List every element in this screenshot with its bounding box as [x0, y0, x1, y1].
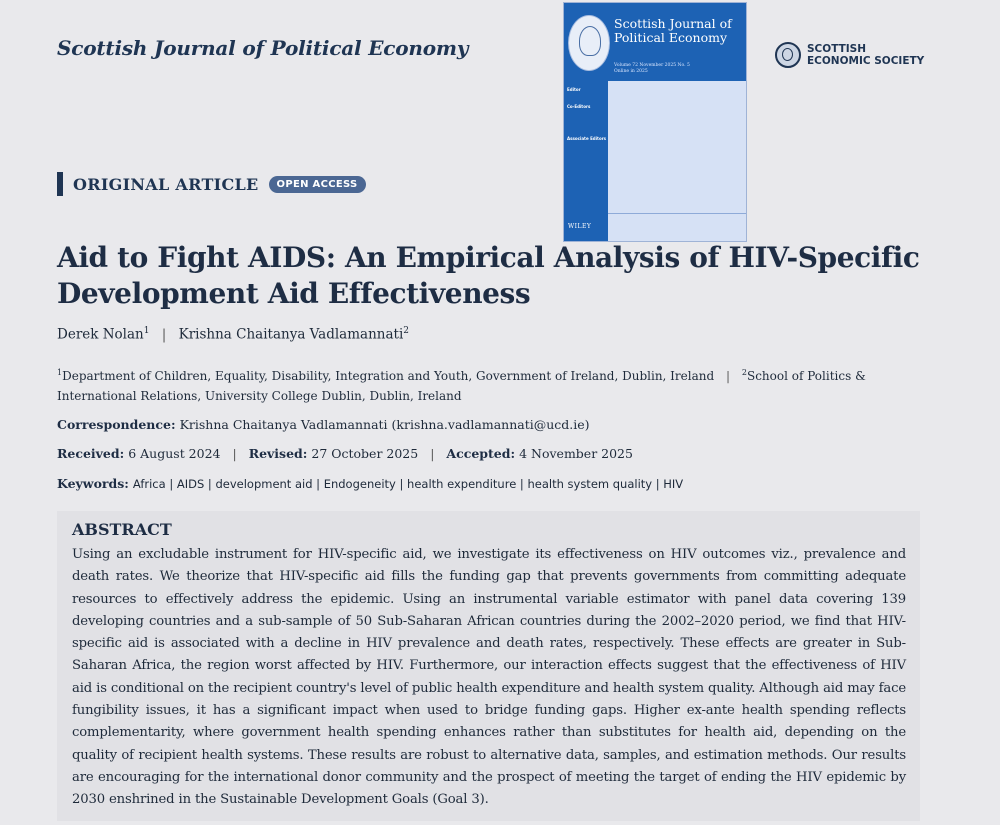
publisher-logo: WILEY — [568, 223, 592, 230]
cover-title: Scottish Journal of Political Economy — [614, 16, 732, 45]
received-date: 6 August 2024 — [128, 446, 221, 461]
article-title: Aid to Fight AIDS: An Empirical Analysis of HIV-Specific Development Aid Effectiveness — [57, 241, 920, 310]
dates: Received: 6 August 2024 | Revised: 27 October 2025 | Accepted: 4 November 2025 — [57, 446, 633, 461]
keywords: Keywords: Africa | AIDS | development aid | Endogeneity | health expenditure | health system quality | HIV — [57, 476, 684, 491]
cover-editors: Editor Co-Editors Associate Editors — [567, 87, 607, 141]
society-name: SCOTTISH ECONOMIC SOCIETY — [807, 43, 925, 67]
journal-cover — [563, 2, 747, 242]
article-type-label: ORIGINAL ARTICLE — [73, 174, 259, 194]
open-access-badge: OPEN ACCESS — [269, 176, 366, 193]
society-emblem-icon — [775, 42, 801, 68]
correspondence-value[interactable]: Krishna Chaitanya Vadlamannati (krishna.vadlamannati@ucd.ie) — [179, 417, 590, 432]
cover-divider — [608, 213, 746, 214]
cover-volume: Volume 72 November 2025 No. 5 Online in 2025 — [614, 63, 690, 74]
affiliation: Department of Children, Equality, Disability, Integration and Youth, Government of Ireland, Dublin, Ireland — [62, 369, 715, 383]
author-list: Derek Nolan$^1$ | Krishna Chaitanya Vadlamannati$^2$ — [57, 326, 409, 343]
portrait-icon — [568, 15, 610, 71]
author-name[interactable]: Krishna Chaitanya Vadlamannati — [178, 326, 404, 343]
affiliation: School of Politics & International Relations, University College Dublin, Dublin, Ireland — [57, 369, 866, 403]
article-type — [57, 172, 366, 196]
author-name[interactable]: Derek Nolan — [57, 326, 144, 343]
accent-bar — [57, 172, 63, 196]
keywords-value: Africa | AIDS | development aid | Endogeneity | health expenditure | health system quality | HIV — [132, 477, 684, 491]
accepted-date: 4 November 2025 — [519, 446, 633, 461]
journal-name: Scottish Journal of Political Economy — [57, 36, 469, 60]
affiliations: $^1$Department of Children, Equality, Disability, Integration and Youth, Government of Ireland, Dublin, Ireland | $^2$School of Politics & International Relations, University College Dublin, Dublin, Ireland — [57, 368, 866, 403]
revised-date: 27 October 2025 — [311, 446, 419, 461]
abstract-text: Using an excludable instrument for HIV-specific aid, we investigate its effectiveness on HIV outcomes viz., prevalence and death rates. We theorize that HIV-specific aid fills the funding gap that prevents governments from committing adequate resources to effectively address the epidemic. Using an instrumental variable estimator with panel data covering 139 developing countries and a sub-sample of 50 Sub-Saharan African countries during the 2002–2020 period, we find that HIV-specific aid is associated with a decline in HIV prevalence and death rates, respectively. These effects are greater in Sub-Saharan Africa, the region worst affected by HIV. Furthermore, our interaction effects suggest that the effectiveness of HIV aid is conditional on the recipient country's level of public health expenditure and health system quality. Although aid may face fungibility issues, it has a significant impact when used to bridge funding gaps. Higher ex-ante health spending reflects complementarity, where government health spending enhances rather than substitutes for health aid, depending on the quality of recipient health systems. These results are robust to alternative data, samples, and estimation methods. Our results are encouraging for the international donor community and the prospect of meeting the target of ending the HIV epidemic by 2030 enshrined in the Sustainable Development Goals (Goal 3). — [72, 547, 906, 808]
correspondence: Correspondence: Krishna Chaitanya Vadlamannati (krishna.vadlamannati@ucd.ie) — [57, 417, 590, 432]
abstract-heading: ABSTRACT — [72, 520, 172, 539]
society-logo — [775, 42, 924, 68]
